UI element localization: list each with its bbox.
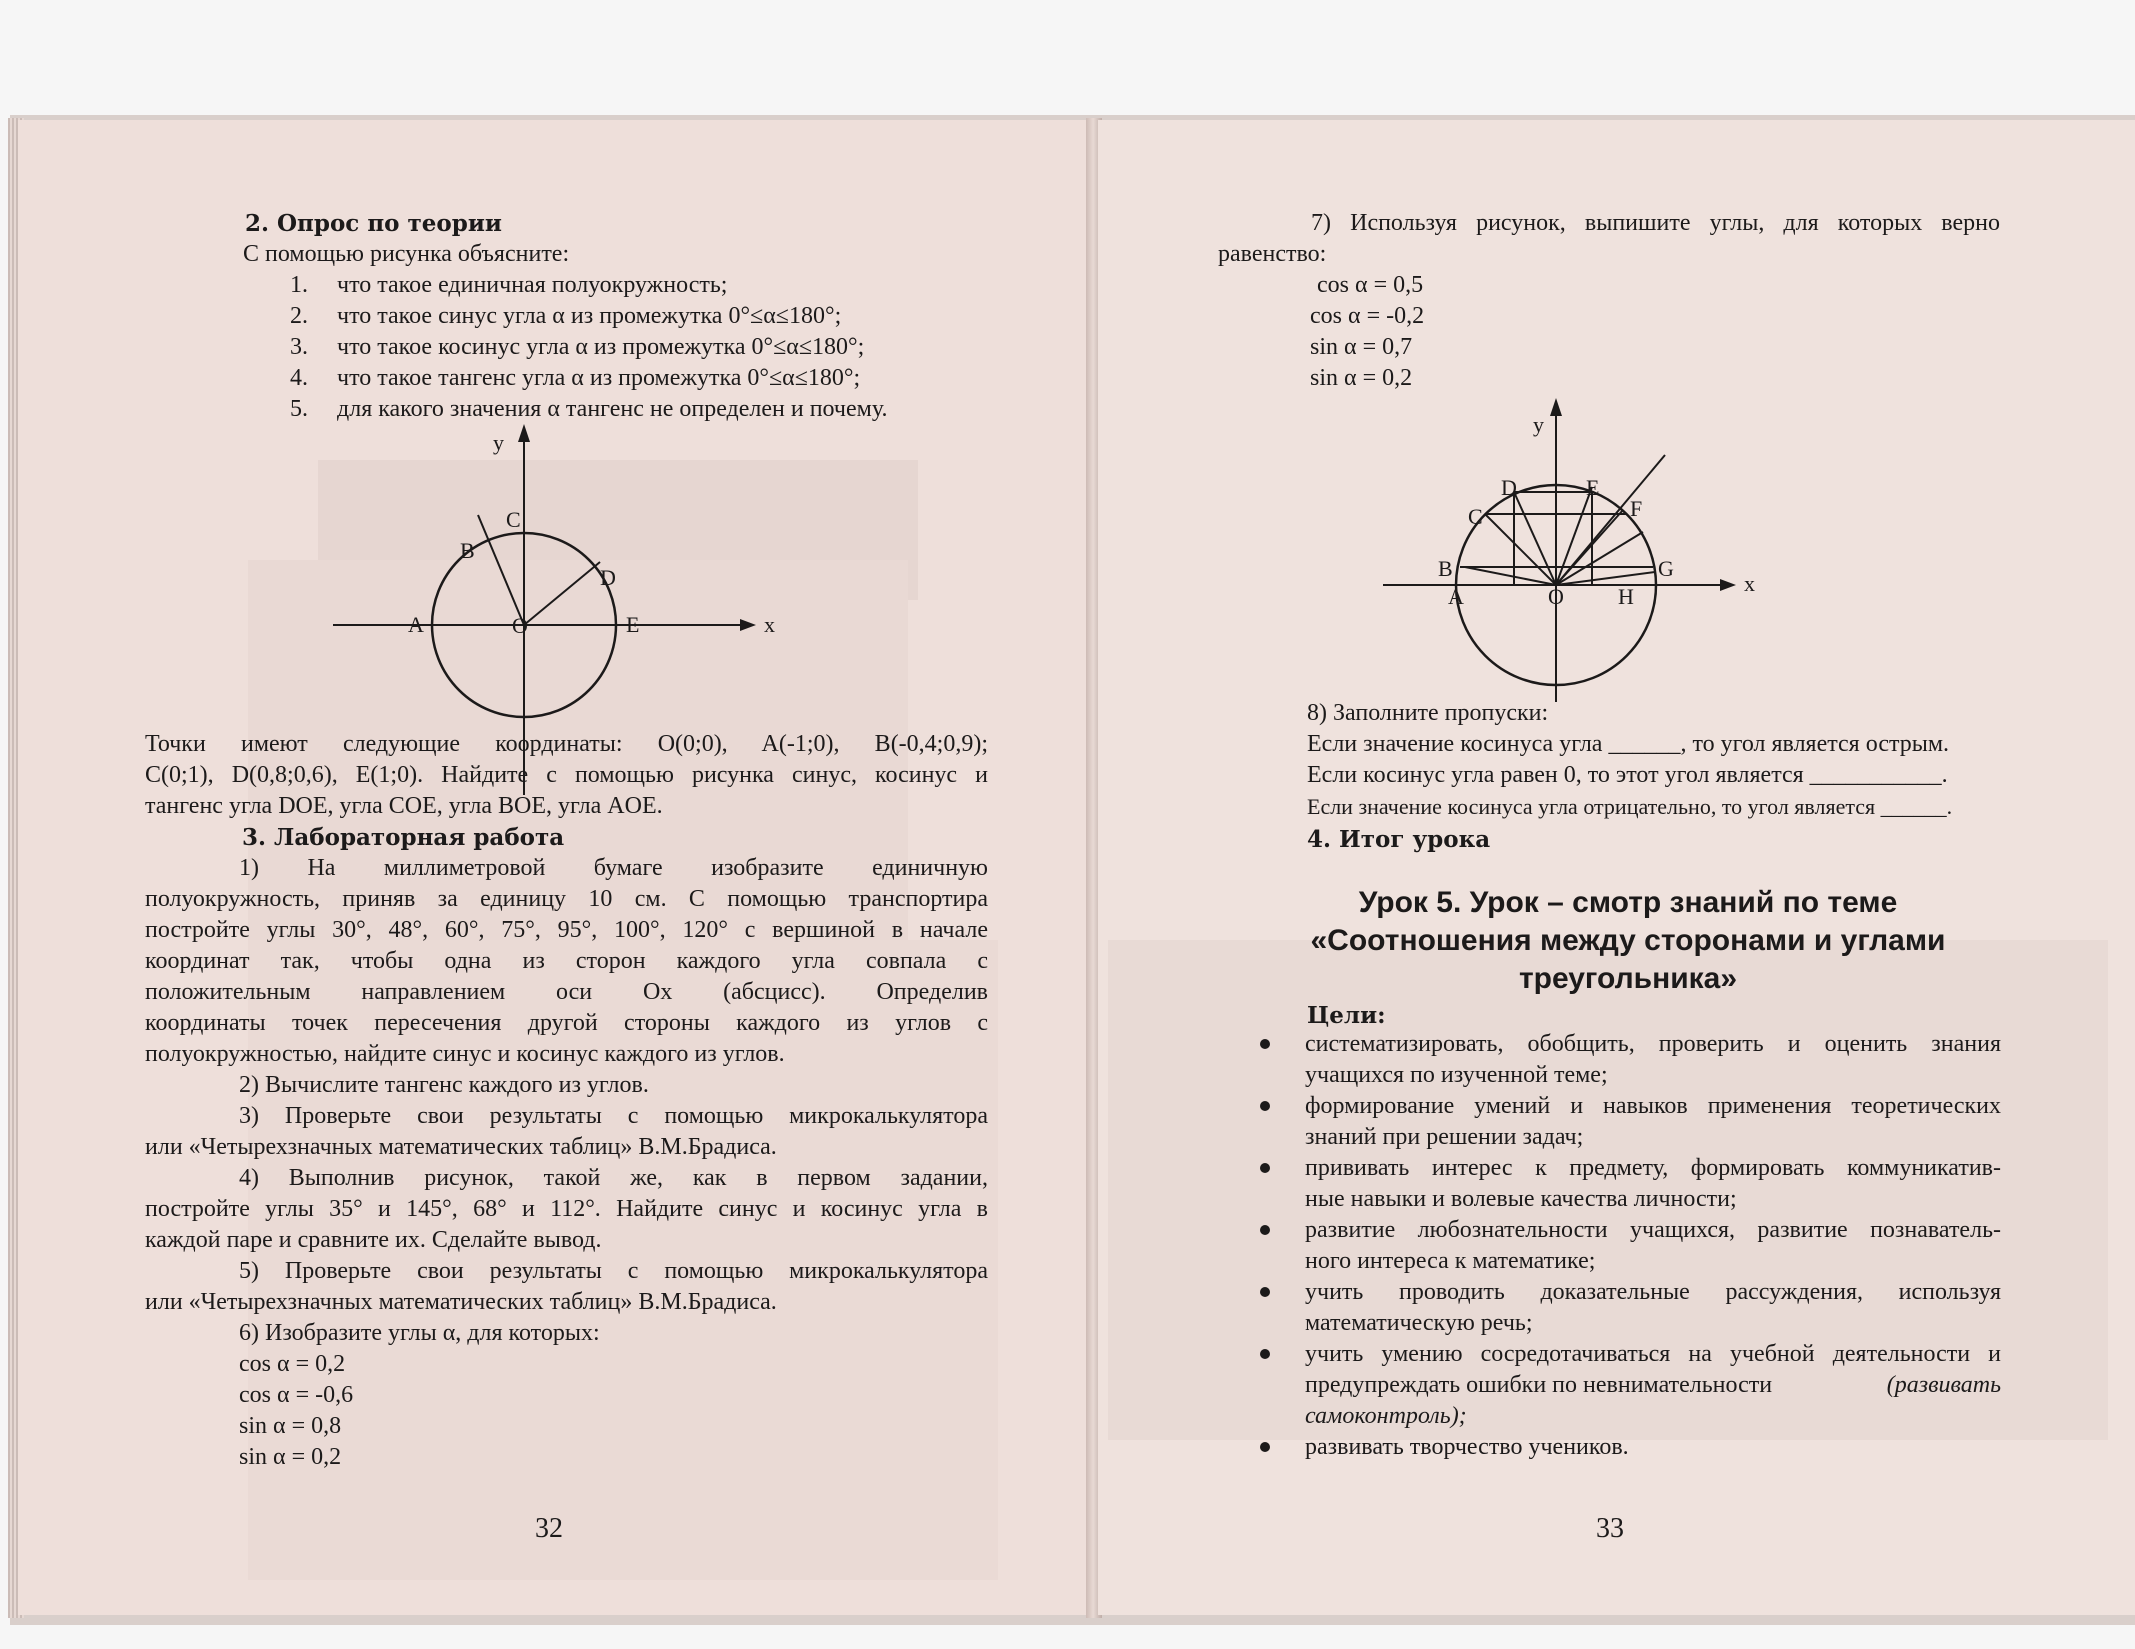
list-item-number: 1. — [290, 272, 308, 298]
section-2-heading: 2. Опрос по теории — [245, 210, 502, 237]
goal-line: учащихся по изученной теме; — [1305, 1062, 1608, 1088]
lesson-title-line: Урок 5. Урок – смотр знаний по теме — [1358, 886, 1898, 919]
left-page — [18, 120, 1090, 1615]
equation: cos α = 0,5 — [1317, 272, 1424, 298]
point-label-b: B — [1438, 556, 1453, 581]
lesson-5-title — [1248, 884, 2008, 998]
list-item: что такое косинус угла α из промежутка 0°≤α≤180°; — [337, 334, 865, 360]
paragraph-line: 1) На миллиметровой бумаге изобразите единичную — [239, 855, 988, 881]
point-label-g: G — [1658, 556, 1674, 581]
equation: sin α = 0,8 — [239, 1413, 342, 1439]
goal-text: предупреждать ошибки по невнимательности — [1305, 1372, 1773, 1398]
points-text-line: тангенс угла DOE, угла COE, угла BOE, угла AOE. — [145, 793, 663, 819]
list-item-number: 5. — [290, 396, 308, 422]
equation: cos α = 0,2 — [239, 1351, 346, 1377]
axis-label-y: y — [493, 430, 504, 455]
list-item: для какого значения α тангенс не определен и почему. — [337, 396, 888, 422]
goal-line: ные навыки и волевые качества личности; — [1305, 1186, 1737, 1212]
equation: cos α = -0,6 — [239, 1382, 354, 1408]
equation: sin α = 0,7 — [1310, 334, 1413, 360]
points-text-line: C(0;1), D(0,8;0,6), E(1;0). Найдите с помощью рисунка синус, косинус и — [145, 762, 988, 788]
goal-line: развивать творчество учеников. — [1305, 1434, 1629, 1460]
goal-text-italic: (развивать — [1886, 1372, 2001, 1398]
paragraph-line: или «Четырехзначных математических таблиц» В.М.Брадиса. — [145, 1134, 777, 1160]
goal-line: систематизировать, обобщить, проверить и оценить знания — [1305, 1031, 2001, 1057]
paragraph-line: координат так, чтобы одна из сторон каждого угла совпала с — [145, 948, 988, 974]
paragraph-line: постройте углы 35° и 145°, 68° и 112°. Найдите синус и косинус угла в — [145, 1196, 988, 1222]
goal-line: прививать интерес к предмету, формировать коммуникатив- — [1305, 1155, 2001, 1181]
bullet-icon — [1260, 1163, 1270, 1173]
goal-line: ного интереса к математике; — [1305, 1248, 1596, 1274]
list-item-number: 2. — [290, 303, 308, 329]
page-number: 32 — [535, 1513, 563, 1544]
goal-line: учить умению сосредотачиваться на учебной деятельности и — [1305, 1341, 2001, 1367]
point-label-a: A — [1448, 584, 1464, 609]
lesson-title-line: треугольника» — [1518, 962, 1738, 995]
equation: sin α = 0,2 — [239, 1444, 342, 1470]
list-item: что такое синус угла α из промежутка 0°≤α≤180°; — [337, 303, 842, 329]
task-7-line: 7) Используя рисунок, выпишите углы, для которых верно — [1311, 210, 2000, 236]
equation: cos α = -0,2 — [1310, 303, 1425, 329]
lab-task-6: 6) Изобразите углы α, для которых: — [239, 1320, 600, 1346]
goal-line — [1305, 1370, 2001, 1401]
point-label-d: D — [1501, 475, 1517, 500]
bullet-icon — [1260, 1225, 1270, 1235]
list-item-number: 3. — [290, 334, 308, 360]
paragraph-line: 3) Проверьте свои результаты с помощью микрокалькулятора — [239, 1103, 988, 1129]
equation: sin α = 0,2 — [1310, 365, 1413, 391]
task-8-line: Если значение косинуса угла отрицательно, то угол является ______. — [1307, 794, 1953, 819]
page-number: 33 — [1596, 1513, 1624, 1544]
point-label-o: O — [512, 613, 528, 638]
paragraph-line: полуокружностью, найдите синус и косинус каждого из углов. — [145, 1041, 785, 1067]
point-label-o: O — [1548, 584, 1564, 609]
point-label-a: A — [408, 612, 424, 637]
paragraph-line: координаты точек пересечения другой стороны каждого из углов с — [145, 1010, 988, 1036]
task-7-line: равенство: — [1218, 241, 1327, 267]
bullet-icon — [1260, 1442, 1270, 1452]
paragraph-line: каждой паре и сравните их. Сделайте вывод. — [145, 1227, 602, 1253]
goal-line: учить проводить доказательные рассуждения, используя — [1305, 1279, 2001, 1305]
goals-label: Цели: — [1307, 1002, 1386, 1029]
list-item-number: 4. — [290, 365, 308, 391]
list-item: что такое единичная полуокружность; — [337, 272, 728, 298]
points-text-line: Точки имеют следующие координаты: O(0;0), A(-1;0), B(-0,4;0,9); — [145, 731, 988, 757]
paragraph-line: постройте углы 30°, 48°, 60°, 75°, 95°, 100°, 120° с вершиной в начале — [145, 917, 988, 943]
unit-circle-figure-2 — [1368, 392, 1828, 722]
task-8-line: Если косинус угла равен 0, то этот угол является ___________. — [1307, 762, 1948, 788]
paragraph-line: полуокружность, приняв за единицу 10 см. С помощью транспортира — [145, 886, 988, 912]
point-label-d: D — [600, 565, 616, 590]
axis-label-x: x — [1744, 571, 1755, 596]
axis-label-y: y — [1533, 412, 1544, 437]
lab-task-2: 2) Вычислите тангенс каждого из углов. — [239, 1072, 649, 1098]
goal-line-italic: самоконтроль); — [1305, 1403, 1467, 1429]
lesson-title-line: «Соотношения между сторонами и углами — [1310, 924, 1946, 957]
section-2-intro: С помощью рисунка объясните: — [243, 241, 570, 267]
point-label-e: E — [1586, 475, 1600, 500]
goal-line: знаний при решении задач; — [1305, 1124, 1584, 1150]
section-3-heading: 3. Лабораторная работа — [242, 824, 565, 851]
goal-line: математическую речь; — [1305, 1310, 1533, 1336]
paragraph-line: 5) Проверьте свои результаты с помощью микрокалькулятора — [239, 1258, 988, 1284]
task-8-title: 8) Заполните пропуски: — [1307, 700, 1549, 726]
paragraph-line: или «Четырехзначных математических таблиц» В.М.Брадиса. — [145, 1289, 777, 1315]
task-8-line: Если значение косинуса угла ______, то угол является острым. — [1307, 731, 1950, 757]
bullet-icon — [1260, 1101, 1270, 1111]
point-label-e: E — [626, 612, 640, 637]
point-label-f: F — [1630, 496, 1643, 521]
bullet-icon — [1260, 1287, 1270, 1297]
right-page — [1098, 120, 2135, 1615]
goal-line: формирование умений и навыков применения теоретических — [1305, 1093, 2001, 1119]
point-label-b: B — [460, 538, 475, 563]
goal-line: развитие любознательности учащихся, развитие познаватель- — [1305, 1217, 2001, 1243]
section-4-heading: 4. Итог урока — [1307, 826, 1491, 853]
point-label-c: C — [1468, 504, 1483, 529]
paragraph-line: положительным направлением оси Ox (абсцисс). Определив — [145, 979, 988, 1005]
bullet-icon — [1260, 1349, 1270, 1359]
point-label-h: H — [1618, 584, 1634, 609]
bullet-icon — [1260, 1039, 1270, 1049]
list-item: что такое тангенс угла α из промежутка 0°≤α≤180°; — [337, 365, 861, 391]
axis-label-x: x — [764, 612, 775, 637]
paragraph-line: 4) Выполнив рисунок, такой же, как в первом задании, — [239, 1165, 988, 1191]
point-label-c: C — [506, 507, 521, 532]
